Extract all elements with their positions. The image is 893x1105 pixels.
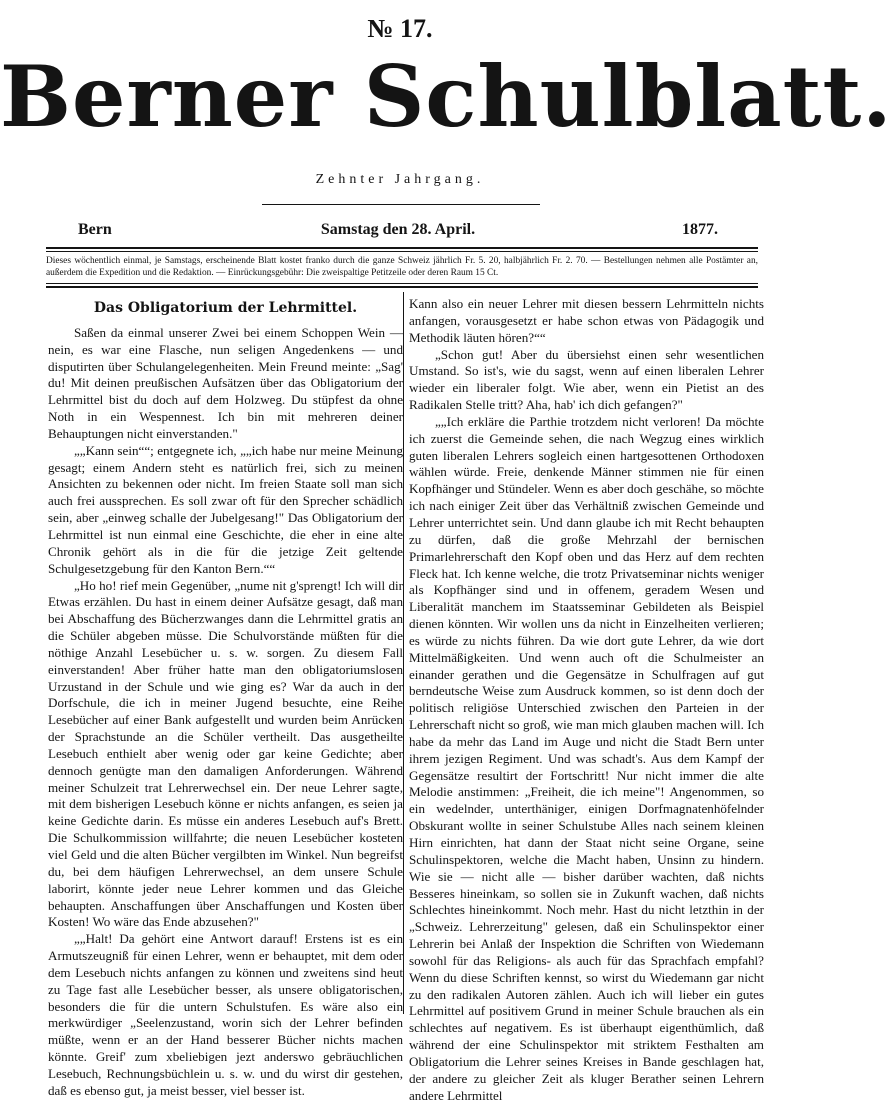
dateline-year: 1877.: [682, 221, 718, 238]
column-left: [48, 296, 403, 1098]
top-rule-thin: [46, 251, 758, 252]
paragraph: „Schon gut! Aber du übersiehst einen sehr wesentlichen Umstand. So ist's, wie du sagst, wenn auf einen liberalen Lehrer wieder ein liberaler folgt. Wie aber, wenn ein Pietist an des Radikalen Stelle tritt? Aha, hab' ich dich gefangen?": [409, 346, 764, 413]
paragraph: „Ho ho! rief mein Gegenüber, „nume nit g'sprengt! Ich will dir Etwas erzählen. Du hast in einem deiner Aufsätze gesagt, daß man bei Abschaffung des Bücherzwanges dann die Lehrmittel gratis an die Schüler abgeben müsse. Die Schulvorstände müßten für die nöthige Anzahl Lesebücher u. s. w. sorgen. Zu diesem Fall einverstanden! Aber früher hatte man den obligatoriumslosen Urzustand in der Schule und wie ging es? War da auch in der Dorfschule, die ich in meiner Jugend besuchte, eine Reihe Lesebücher auf einer Bank aufgestellt und wurden beim Anrücken der Sprachstunde an die Schüler vertheilt. Das ausgetheilte Lesebuch enthielt aber wenig oder gar keine Gedichte; aber dennoch genügte man den damaligen Anforderungen. Während meiner Schulzeit trat Lehrerwechsel ein. Der neue Lehrer sagte, mit dem bisherigen Lesebuch könne er nichts anfangen, es seien ja keine Gedichte darin. Es müsse ein anderes Lesebuch auf's Brett. Die Schulkommission willfahrte; die neuen Lesebücher kosteten viel Geld und die alten Bücher vergilbten im Winkel. Nun begreifst du, bei dem häufigen Lehrerwechsel, an dem unsere Schule laborirt, könnte jeder neue Lehrer kommen und das Gleiche behaupten. Anschaffungen über Anschaffungen und Kosten über Kosten! Wo wäre das Ende abzusehen?": [48, 577, 403, 930]
column-right: [409, 296, 764, 1103]
paragraph: Kann also ein neuer Lehrer mit diesen bessern Lehrmitteln nichts anfangen, vorausgesetzt er habe schon etwas von Pädagogik und Methodik läuten hören?““: [409, 296, 764, 345]
article-title: Das Obligatorium der Lehrmittel.: [93, 300, 358, 316]
masthead-title: Berner Schulblatt.: [0, 47, 893, 146]
top-rule: [46, 247, 758, 249]
volume-label: Zehnter Jahrgang.: [315, 172, 485, 187]
column-divider: [403, 292, 404, 1014]
dateline: [78, 221, 718, 243]
header-divider: [262, 204, 540, 205]
paragraph: „„Ich erkläre die Parthie trotzdem nicht verloren! Da möchte ich zuerst die Gemeinde sehen, die nach Wegzug eines wirklich guten liberalen Lehrers sogleich einen hartgesottenen Orthodoxen wählen würde. Freie, denkende Männer stimmen nie für einen Kopfhänger und Stündeler. Wenn es aber doch geschähe, so möchte ich nach einiger Zeit über das Verhältniß zwischen Gemeinde und Lehrer unterrichtet sein. Und dann glaube ich mit Recht behaupten zu dürfen, daß die große Mehrzahl der bernischen Primarlehrerschaft den Kopf oben und das Herz auf dem rechten Fleck hat. Ich kenne welche, die trotz Privatseminar nichts weniger als Kopfhänger sind und in offenem, geradem Wesen und Liberalität manchem im Staatsseminar Gebildeten als Beispiel dienen könnten. Wir wollen uns da nicht in Einzelheiten verlieren; es würde zu nichts führen. Da wie dort gute Lehrer, da wie dort Mittelmäßigkeiten. Und wenn auch oft die Schulmeister an einander gerathen und die Gegensätze in Schulfragen auf gut berndeutsche Weise zum Ausdruck kommen, so ist denn doch der politisch religiöse Unterschied zwischen den Parteien in der Lehrerschaft nicht so groß, wie man mich glauben machen will. Ich habe da mehr das Land im Auge und nicht die Stadt Bern unter ihrem jezigen Regiment. Und was schadt's. Aus dem Kampf der Gegensätze resultirt der Fortschritt! Nur nicht immer die alte Melodie anstimmen: „Freiheit, die ich meine"! Angenommen, so ein wedelnder, unterthäniger, einigen Dorfmagnatenhöfelnder Obskurant wollte in seiner Schulstube Alles nach seinem kleinen Hirn einrichten, hat dann der Staat nicht seine Organe, seine Schulinspektoren, welche die Macht haben, Unsinn zu hindern. Wie sie — nicht alle — bisher darüber wachten, daß nichts Besseres hineinkam, so sollen sie in Zukunft wachen, daß nichts Schlechtes hineinkommt. Noch mehr. Hast du nicht letzthin in der „Schweiz. Lehrerzeitung" gelesen, daß ein Schulinspektor einer Lehrerin bei Anlaß der Inspektion die Schriften von Wiedemann sowohl für das Religions- als auch für das Sprachfach empfahl? Wenn du diese Schriften kennst, so wirst du Wiedemann gar nicht zu den radikalen Autoren zählen. Auch ich will lieber ein gutes Lehrmittel auf positivem Grund in meiner Schule brauchen als ein schlechtes auf negativem. Es ist überhaupt eigenthümlich, daß während der eine Schulinspektor mit striktem Festhalten am Obligatorium die Lehrer seines Kreises in Bande geschlagen hat, der andere zu gleicher Zeit als kluger Berather seinen Lehrern andere Lehrmittel: [409, 413, 764, 1103]
dateline-date: Samstag den 28. April.: [320, 221, 476, 238]
notice-rule: [46, 286, 758, 288]
issue-number: № 17.: [367, 14, 433, 43]
paragraph: „„Kann sein““; entgegnete ich, „„ich habe nur meine Meinung gesagt; einem Andern steht es natürlich frei, sich zu meinen Ansichten zu bekennen oder nicht. Im freien Staate soll man sich auch frei aussprechen. Es soll zwar oft für den Sprecher schädlich sein, aber „einweg schalle der Jubelgesang!" Das Obligatorium der Lehrmittel ist nun einmal eine Geschichte, die eher in eine alte Chronik gehört als in die für die jetzige Zeit geltende Schulgesetzgebung für den Kanton Bern.““: [48, 442, 403, 576]
paragraph: „„Halt! Da gehört eine Antwort darauf! Erstens ist es ein Armutszeugniß für einen Lehrer, wenn er behauptet, mit dem oder dem Lesebuch nichts anfangen zu können und zweitens sind heut zu Tage fast alle Lesebücher besser, als unsere obligatorischen, besonders die für die untern Schulstufen. Es wäre also ein merkwürdiger „Seelenzustand, worin sich der Lehrer befinden müßte, wenn er an der Hand besserer Bücher nichts machen könnte. Greif' zum xbeliebigen jezt anderswo gebräuchlichen Lesebuch, Rechnungsbüchlein u. s. w. und du wirst dir gestehen, daß es ebenso gut, ja meist besser, viel besser ist.: [48, 931, 403, 1098]
subscription-notice: Dieses wöchentlich einmal, je Samstags, erscheinende Blatt kostet franko durch die ganze Schweiz jährlich Fr. 5. 20, halbjährlich Fr. 2. 70. — Bestellungen nehmen alle Postämter an, außerdem die Expedition und die Redaktion. — Einrückungsgebühr: Die zweispaltige Petitzeile oder deren Raum 15 Ct.: [46, 256, 758, 278]
notice-rule-thin: [46, 283, 758, 284]
paragraph: Saßen da einmal unserer Zwei bei einem Schoppen Wein — nein, es war eine Flasche, nun seligen Angedenkens — und disputirten über Schulangelegenheiten. Mein Freund meinte: „Sag' du! Mit deinen preußischen Aufsätzen über das Obligatorium der Lehrmittel bist du doch auf dem Holzweg. Du stüpfest da ohne Noth in ein Wespennest. Ich bin mit mehreren deiner Behauptungen nicht einverstanden.": [48, 324, 403, 441]
dateline-place: Bern: [78, 221, 112, 238]
